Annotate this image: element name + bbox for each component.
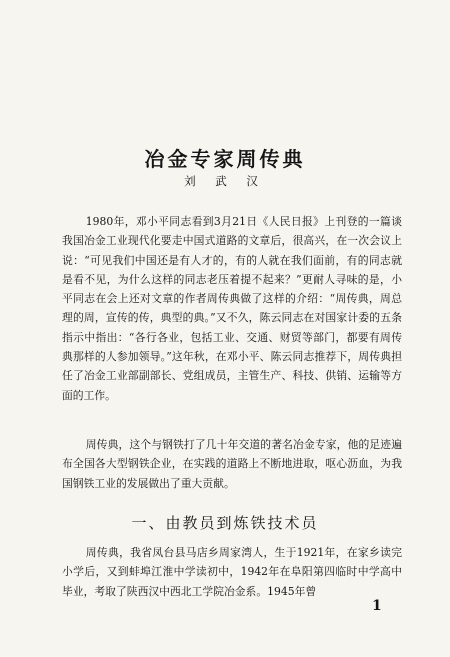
article-title: 冶金专家周传典	[144, 147, 306, 171]
section-heading: 一、由教员到炼铁技术员	[131, 514, 319, 532]
body-paragraph: 周传典，这个与钢铁打了几十年交道的著名冶金专家，他的足迹遍布全国各大型钢铁企业，在实践的道路上不断地进取，呕心沥血，为我国钢铁工业的发展做出了重大贡献。	[62, 438, 402, 490]
section-paragraph: 周传典，我省凤台县马店乡周家湾人，生于1921年，在家乡读完小学后，又到蚌埠江淮中学读初中，1942年在阜阳第四临时中学高中毕业，考取了陕西汉中西北工学院冶金系。1945年曾	[62, 546, 402, 598]
article-author: 刘 武 汉	[184, 174, 266, 188]
body-paragraph: 1980年，邓小平同志看到3月21日《人民日报》上刊登的一篇谈我国冶金工业现代化要走中国式道路的文章后，很高兴，在一次会议上说：“可见我们中国还是有人才的，有的人就在我们面前，有的同志就是看不见，为什么这样的同志老压着提不起来？”更耐人寻味的是，小平同志在会上还对文章的作者周传典做了这样的介绍：“周传典，周总理的周，宣传的传，典型的典。”又不久，陈云同志在对国家计委的五条指示中指出：“各行各业，包括工业、交通、财贸等部门，都要有周传典那样的人参加领导。”这年秋，在邓小平、陈云同志推荐下，周传典担任了冶金工业部副部长、党组成员，主管生产、科技、供销、运输等方面的工作。	[62, 215, 402, 402]
page-number: 1	[372, 598, 382, 614]
